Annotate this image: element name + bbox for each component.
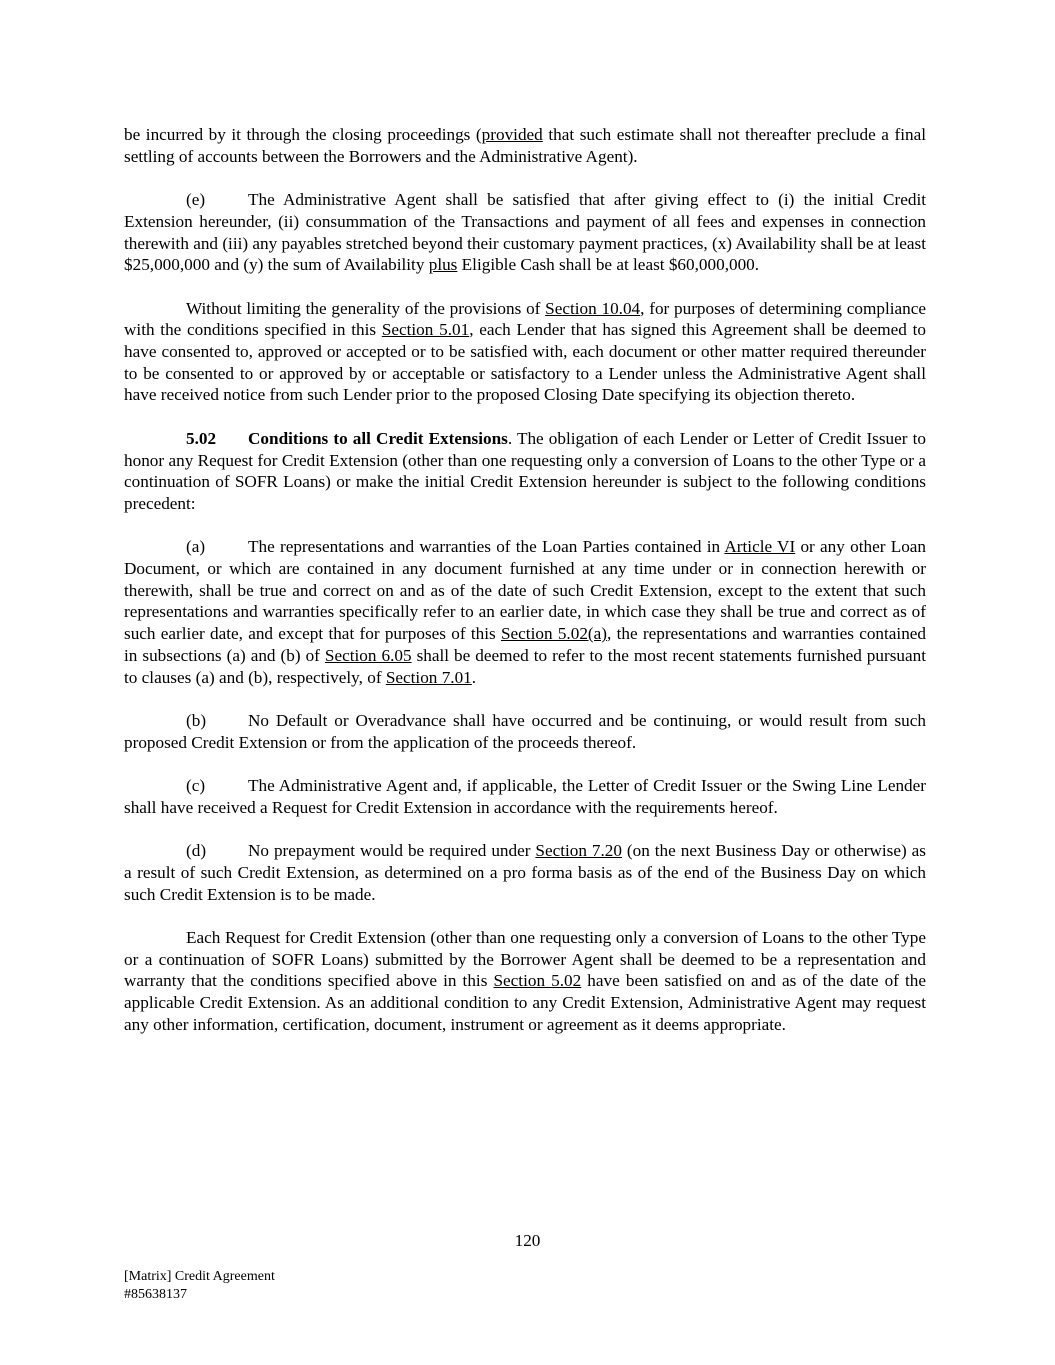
section-reference: Section 5.02(a) <box>500 624 607 644</box>
paragraph-each-request: Each Request for Credit Extension (other than one requesting only a conversion of Loans to the other Type or a continuation of SOFR Loans) submitted by the Borrower Agent shall be deemed to be a representation and warranty that the conditions specified above in this Section 5.02 have been satisfied on and as of the date of the applicable Credit Extension. As an additional condition to any Credit Extension, Administrative Agent may request any other information, certification, document, instrument or agreement as it deems appropriate. <box>124 927 926 1034</box>
clause-label: (b) <box>186 710 207 730</box>
clause-d: (d) No prepayment would be required under Section 7.20 (on the next Business Day or otherwise) as a result of such Credit Extension, as determined on a pro forma basis as of the end of the Business Day on which such Credit Extension is to be made. <box>124 841 926 904</box>
clause-e: (e) The Administrative Agent shall be satisfied that after giving effect to (i) the initial Credit Extension hereunder, (ii) consummation of the Transactions and payment of all fees and expenses in connection therewith and (iii) any payables stretched beyond their customary payment practices, (x) Availability shall be at least $25,000,000 and (y) the sum of Availability plus Eligible Cash shall be at least $60,000,000. <box>124 190 926 275</box>
section-reference: Section 7.20 <box>535 841 622 861</box>
footer-document-title: [Matrix] Credit Agreement <box>124 1269 275 1284</box>
page-number: 120 <box>514 1231 541 1250</box>
section-reference: Section 10.04 <box>545 298 641 318</box>
section-reference: Section 7.01 <box>385 667 472 687</box>
document-footer <box>124 1268 275 1303</box>
clause-label: (c) <box>186 776 206 795</box>
underlined-term: plus <box>428 255 458 275</box>
paragraph-without-limiting: Without limiting the generality of the provisions of Section 10.04, for purposes of determining compliance with the conditions specified in this Section 5.01, each Lender that has signed this Agreement shall be deemed to have consented to, approved or accepted or to be satisfied with, each document or other matter required thereunder to be consented to or approved by or acceptable or satisfactory to a Lender unless the Administrative Agent shall have received notice from such Lender prior to the proposed Closing Date specifying its objection thereto. <box>124 298 926 405</box>
document-body <box>124 124 926 1057</box>
paragraph-continuation: be incurred by it through the closing proceedings (provided that such estimate shall not thereafter preclude a final settling of accounts between the Borrowers and the Administrative Agent). <box>124 125 927 166</box>
clause-c: (c) The Administrative Agent and, if applicable, the Letter of Credit Issuer or the Swing Line Lender shall have received a Request for Credit Extension in accordance with the requirements hereof. <box>124 776 926 817</box>
clause-label: (d) <box>186 841 207 861</box>
clause-b: (b) No Default or Overadvance shall have occurred and be continuing, or would result from such proposed Credit Extension or from the application of the proceeds thereof. <box>124 710 926 752</box>
section-reference: Section 5.01 <box>381 320 470 340</box>
section-heading: Conditions to all Credit Extensions <box>248 428 508 448</box>
section-number: 5.02 <box>186 428 217 448</box>
clause-label: (a) <box>186 537 206 557</box>
section-reference: Section 6.05 <box>324 645 412 665</box>
section-5-02: 5.02 Conditions to all Credit Extensions. The obligation of each Lender or Letter of Credit Issuer to honor any Request for Credit Extension (other than one requesting only a conversion of Loans to the other Type or a continuation of SOFR Loans) or make the initial Credit Extension hereunder is subject to the following conditions precedent: <box>124 428 926 513</box>
footer-document-id: #85638137 <box>124 1286 187 1302</box>
section-reference: Article VI <box>724 537 796 557</box>
underlined-term: provided <box>481 125 543 144</box>
section-reference: Section 5.02 <box>493 971 582 991</box>
clause-label: (e) <box>186 190 206 210</box>
clause-a: (a) The representations and warranties of the Loan Parties contained in Article VI or any other Loan Document, or which are contained in any document furnished at any time under or in connection herewith or therewith, shall be true and correct on and as of the date of such Credit Extension, except to the extent that such representations and warranties specifically refer to an earlier date, in which case they shall be true and correct as of such earlier date, and except that for purposes of this Section 5.02(a), the representations and warranties contained in subsections (a) and (b) of Section 6.05 shall be deemed to refer to the most recent statements furnished pursuant to clauses (a) and (b), respectively, of Section 7.01. <box>124 537 927 687</box>
